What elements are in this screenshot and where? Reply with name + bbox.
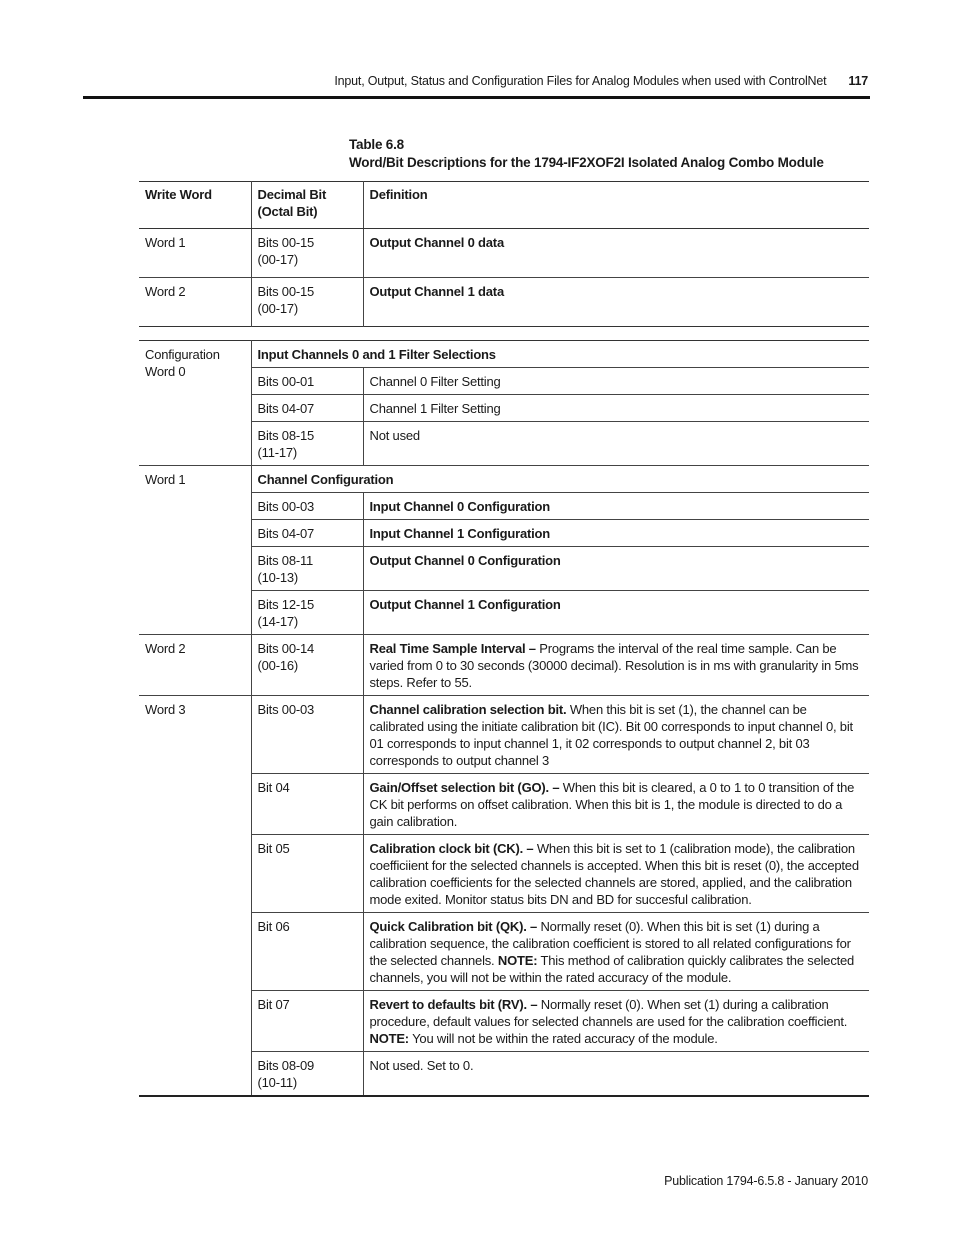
table-row (139, 466, 869, 493)
page-number: 117 (848, 74, 868, 88)
definition: Calibration clock bit (CK). – When this bit is set to 1 (calibration mode), the calibration coefficiient for the selected channels is accepted. When this bit is reset (0), the accepted calibration coefficients for the selected channels are stored, applied, and the calibration mode exited. Monitor status bits DN and BD for succesful calibration. (363, 835, 869, 913)
word-label: Word 2 (139, 635, 251, 696)
bit-range: Bit 04 (251, 774, 363, 835)
word-label: Word 1 (139, 466, 251, 635)
table-row (139, 278, 869, 327)
group-title: Channel Configuration (251, 466, 869, 493)
definition: Input Channel 0 Configuration (363, 493, 869, 520)
bit-range: Bit 07 (251, 991, 363, 1052)
table-row (139, 341, 869, 368)
table-caption (349, 136, 824, 172)
definition: Output Channel 1 Configuration (363, 591, 869, 635)
word-label: Word 3 (145, 702, 186, 717)
definition: Quick Calibration bit (QK). – Normally reset (0). When this bit is set (1) during a calibration sequence, the calibration coefficient is stored to all related configurations for the selected channels. NOTE: This method of calibration quickly calibrates the selected channels, you will not be within the rated accuracy of the module. (363, 913, 869, 991)
header-decimal-bit: Decimal Bit (Octal Bit) (251, 182, 363, 229)
bit-range: Bits 00-14 (00-16) (251, 635, 363, 696)
bit-range: Bits 04-07 (251, 395, 363, 422)
table-header-row (139, 182, 869, 229)
definition: Input Channel 1 Configuration (363, 520, 869, 547)
configuration-table (139, 340, 869, 1097)
definition: Gain/Offset selection bit (GO). – When this bit is cleared, a 0 to 1 to 0 transition of the CK bit performs on offset calibration. When this bit is 1, the module is directed to do a gain calibration. (363, 774, 869, 835)
header-rule (83, 96, 870, 99)
definition: Output Channel 0 Configuration (363, 547, 869, 591)
bit-range: Bit 06 (251, 913, 363, 991)
table-row (139, 635, 869, 696)
bit-range: Bits 00-03 (251, 696, 363, 774)
running-title: Input, Output, Status and Configuration Files for Analog Modules when used with ControlNet (334, 74, 827, 88)
publication-footer: Publication 1794-6.5.8 - January 2010 (664, 1174, 868, 1188)
word-label: Configuration Word 0 (139, 341, 251, 466)
group-title: Input Channels 0 and 1 Filter Selections (251, 341, 869, 368)
definition: Channel 1 Filter Setting (363, 395, 869, 422)
bit-range: Bits 08-11 (10-13) (251, 547, 363, 591)
definition: Channel 0 Filter Setting (363, 368, 869, 395)
bit-range: Bits 04-07 (251, 520, 363, 547)
write-word-table (139, 181, 869, 327)
definition: Not used. Set to 0. (363, 1052, 869, 1097)
bit-range: Bits 00-03 (251, 493, 363, 520)
word-label: Word 2 (145, 284, 186, 299)
bit-range: Bits 08-15 (11-17) (251, 422, 363, 466)
word-label: Word 1 (139, 229, 251, 278)
table-title: Word/Bit Descriptions for the 1794-IF2XOF2I Isolated Analog Combo Module (349, 155, 824, 170)
header-write-word: Write Word (139, 182, 251, 229)
table-number: Table 6.8 (349, 137, 404, 152)
table-row (139, 696, 869, 774)
definition: Output Channel 1 data (363, 278, 869, 327)
bit-range: Bits 08-09 (10-11) (251, 1052, 363, 1097)
definition: Output Channel 0 data (363, 229, 869, 278)
definition: Channel calibration selection bit. When this bit is set (1), the channel can be calibrated using the initiate calibration bit (IC). Bit 00 corresponds to input channel 0, bit 01 corresponds to input channel 1, it 02 corresponds to output channel 2, bit 03 corresponds to output channel 3 (363, 696, 869, 774)
bit-range: Bits 00-01 (251, 368, 363, 395)
bit-range: Bits 00-15 (00-17) (251, 229, 363, 278)
definition: Not used (363, 422, 869, 466)
table-row (139, 229, 869, 278)
bit-range: Bits 12-15 (14-17) (251, 591, 363, 635)
definition: Real Time Sample Interval – Programs the interval of the real time sample. Can be varied from 0 to 30 seconds (30000 decimal). Resolution is in ms with granularity in 5ms steps. Refer to 55. (363, 635, 869, 696)
bit-range: Bits 00-15 (00-17) (251, 278, 363, 327)
header-definition: Definition (363, 182, 869, 229)
running-header (334, 74, 868, 88)
definition: Revert to defaults bit (RV). – Normally reset (0). When set (1) during a calibration procedure, default values for selected channels are used for the calibration coefficient. NOTE: You will not be within the rated accuracy of the module. (363, 991, 869, 1052)
bit-range: Bit 05 (251, 835, 363, 913)
